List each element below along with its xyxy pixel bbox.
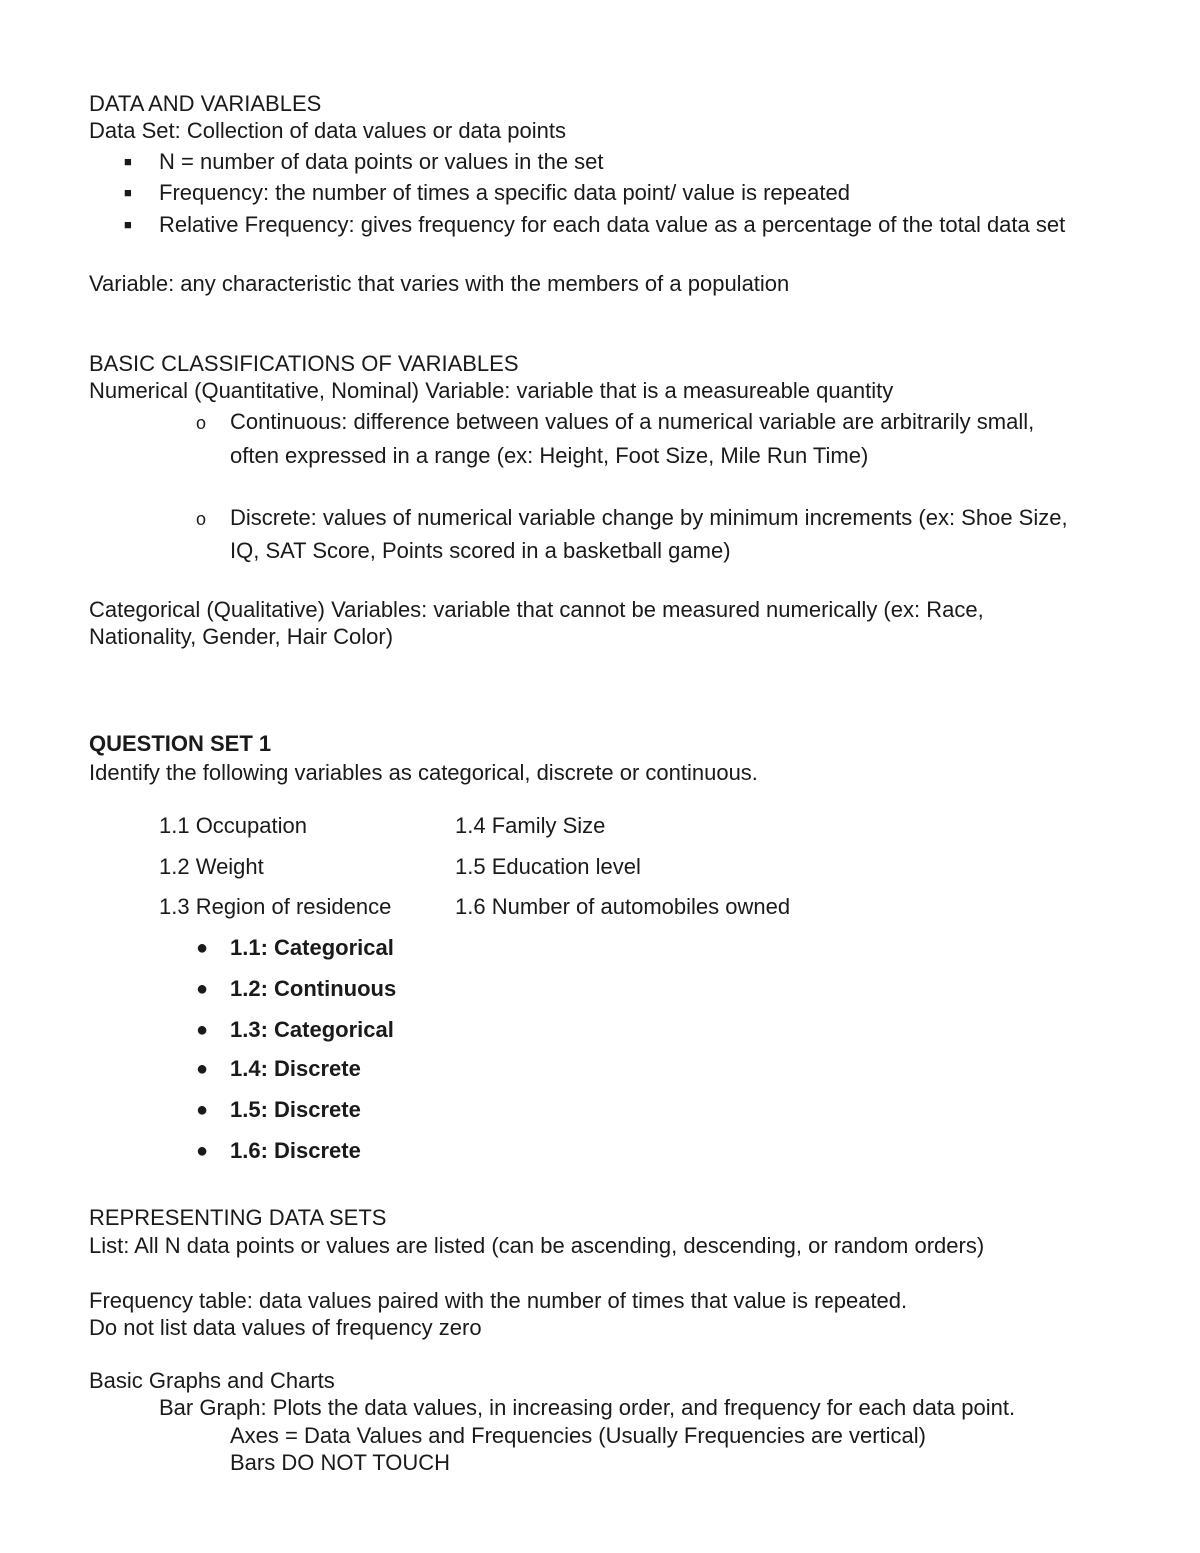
section-heading-data-and-variables: DATA AND VARIABLES (89, 91, 322, 116)
answer-item: 1.3: Categorical (230, 1017, 394, 1042)
answer-item: 1.5: Discrete (230, 1097, 361, 1122)
question-set-title: QUESTION SET 1 (89, 731, 272, 756)
bar-graph-bars-note: Bars DO NOT TOUCH (230, 1450, 451, 1475)
question-item-right: 1.6 Number of automobiles owned (455, 894, 791, 919)
dot-bullet-icon: ● (196, 1099, 209, 1121)
frequency-table-definition-line2: Do not list data values of frequency zero (89, 1315, 482, 1340)
frequency-table-definition-line1: Frequency table: data values paired with the number of times that value is repeated. (89, 1288, 908, 1313)
circle-bullet-icon: o (196, 413, 207, 433)
continuous-definition-line2: often expressed in a range (ex: Height, Foot Size, Mile Run Time) (230, 443, 869, 468)
square-bullet-icon: ■ (124, 154, 132, 169)
answer-item: 1.2: Continuous (230, 976, 397, 1001)
data-set-definition: Data Set: Collection of data values or data points (89, 118, 566, 143)
dot-bullet-icon: ● (196, 1140, 209, 1162)
dot-bullet-icon: ● (196, 1058, 209, 1080)
question-set-instruction: Identify the following variables as categorical, discrete or continuous. (89, 760, 758, 785)
continuous-definition-line1: Continuous: difference between values of a numerical variable are arbitrarily small, (230, 409, 1035, 434)
square-bullet-icon: ■ (124, 217, 132, 232)
answer-item: 1.4: Discrete (230, 1056, 361, 1081)
discrete-definition-line1: Discrete: values of numerical variable change by minimum increments (ex: Shoe Size, (230, 505, 1068, 530)
section-heading-basic-classifications: BASIC CLASSIFICATIONS OF VARIABLES (89, 351, 519, 376)
bar-graph-axes-note: Axes = Data Values and Frequencies (Usually Frequencies are vertical) (230, 1423, 926, 1448)
circle-bullet-icon: o (196, 509, 207, 529)
bullet-n-definition: N = number of data points or values in the set (159, 149, 604, 174)
answer-item: 1.1: Categorical (230, 935, 394, 960)
question-item-left: 1.1 Occupation (159, 813, 307, 838)
dot-bullet-icon: ● (196, 1019, 209, 1041)
list-definition: List: All N data points or values are listed (can be ascending, descending, or random orders) (89, 1233, 985, 1258)
numerical-variable-definition: Numerical (Quantitative, Nominal) Variable: variable that is a measureable quantity (89, 378, 894, 403)
bullet-relative-frequency-definition: Relative Frequency: gives frequency for each data value as a percentage of the total data set (159, 212, 1066, 237)
bullet-frequency-definition: Frequency: the number of times a specific data point/ value is repeated (159, 180, 850, 205)
bar-graph-definition: Bar Graph: Plots the data values, in increasing order, and frequency for each data point. (159, 1395, 1016, 1420)
dot-bullet-icon: ● (196, 937, 209, 959)
basic-graphs-heading: Basic Graphs and Charts (89, 1368, 335, 1393)
question-item-right: 1.5 Education level (455, 854, 641, 879)
answer-item: 1.6: Discrete (230, 1138, 361, 1163)
dot-bullet-icon: ● (196, 978, 209, 1000)
question-item-left: 1.2 Weight (159, 854, 264, 879)
variable-definition: Variable: any characteristic that varies with the members of a population (89, 271, 790, 296)
discrete-definition-line2: IQ, SAT Score, Points scored in a basketball game) (230, 538, 731, 563)
question-item-left: 1.3 Region of residence (159, 894, 392, 919)
categorical-definition-line1: Categorical (Qualitative) Variables: variable that cannot be measured numerically (ex: Race, (89, 597, 984, 622)
section-heading-representing-data-sets: REPRESENTING DATA SETS (89, 1205, 387, 1230)
question-item-right: 1.4 Family Size (455, 813, 606, 838)
square-bullet-icon: ■ (124, 185, 132, 200)
categorical-definition-line2: Nationality, Gender, Hair Color) (89, 624, 394, 649)
